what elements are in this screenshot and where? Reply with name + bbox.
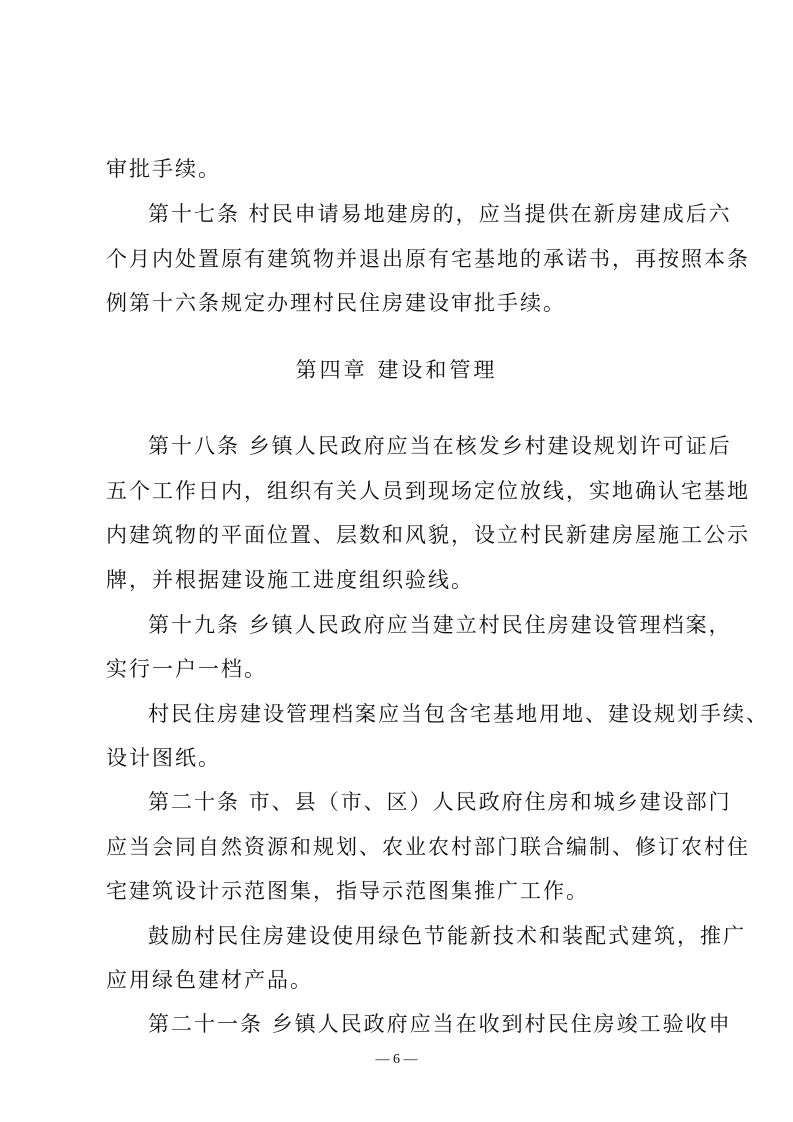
text-line: 内建筑物的平面位置、层数和风貌，设立村民新建房屋施工公示: [106, 523, 750, 547]
text-line: 牌，并根据建设施工进度组织验线。: [106, 568, 474, 592]
text-line: 应用绿色建材产品。: [106, 968, 313, 992]
text-line: 鼓励村民住房建设使用绿色节能新技术和装配式建筑，推广: [148, 924, 746, 948]
text-line: 例第十六条规定办理村民住房建设审批手续。: [106, 291, 566, 315]
article-21-line: 第二十一条 乡镇人民政府应当在收到村民住房竣工验收申: [148, 1012, 732, 1036]
text-line: 五个工作日内，组织有关人员到现场定位放线，实地确认宅基地: [106, 479, 750, 503]
chapter-heading: 第四章 建设和管理: [295, 358, 498, 382]
text-line: 实行一户一档。: [106, 657, 267, 681]
text-line: 审批手续。: [106, 157, 221, 181]
article-19-line: 第十九条 乡镇人民政府应当建立村民住房建设管理档案，: [148, 613, 732, 637]
article-20-line: 第二十条 市、县（市、区）人民政府住房和城乡建设部门: [148, 790, 732, 814]
article-17-line: 第十七条 村民申请易地建房的，应当提供在新房建成后六: [148, 202, 732, 226]
text-line: 村民住房建设管理档案应当包含宅基地用地、建设规划手续、: [148, 702, 769, 726]
text-line: 应当会同自然资源和规划、农业农村部门联合编制、修订农村住: [106, 835, 750, 859]
page-number: — 6 —: [375, 1052, 418, 1067]
article-18-line: 第十八条 乡镇人民政府应当在核发乡村建设规划许可证后: [148, 434, 732, 458]
text-line: 宅建筑设计示范图集，指导示范图集推广工作。: [106, 879, 589, 903]
text-line: 设计图纸。: [106, 746, 221, 770]
text-line: 个月内处置原有建筑物并退出原有宅基地的承诺书，再按照本条: [106, 247, 750, 271]
